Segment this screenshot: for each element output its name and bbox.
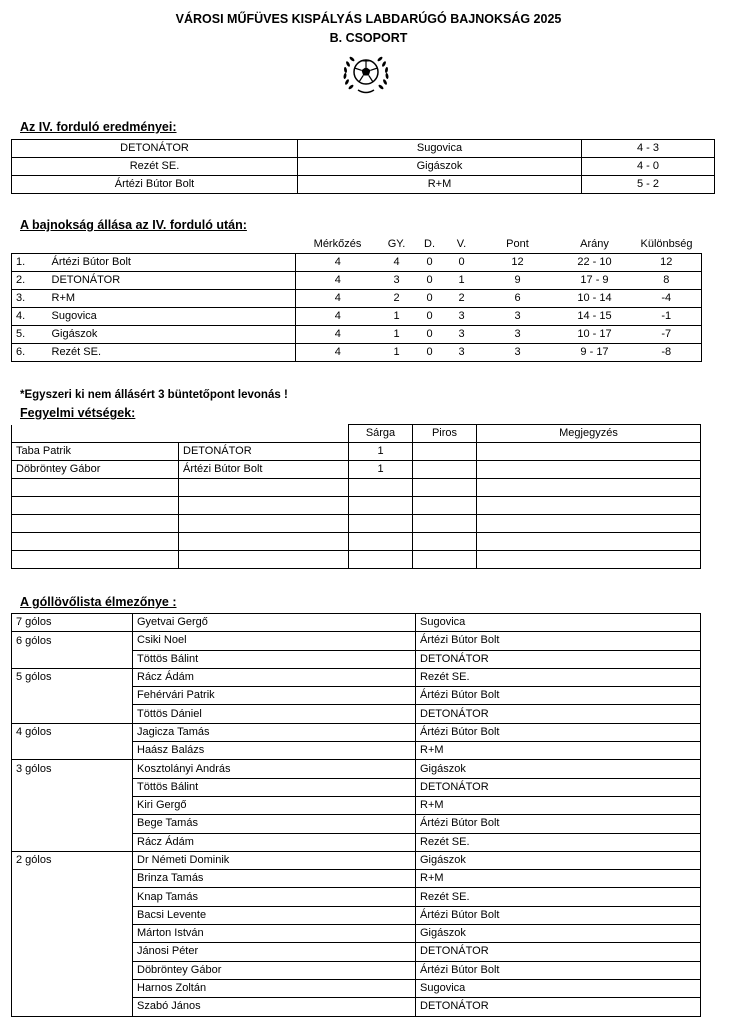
stat-cell: 1 bbox=[380, 326, 414, 344]
player-cell: Dr Németi Dominik bbox=[133, 851, 416, 869]
team-cell: Gigászok bbox=[416, 925, 701, 943]
column-header: Piros bbox=[413, 425, 477, 443]
team-cell: Sugovica bbox=[416, 979, 701, 997]
team-cell: Ártézi Bútor Bolt bbox=[48, 254, 296, 272]
rank-cell: 6. bbox=[12, 344, 48, 362]
stat-cell: -1 bbox=[632, 308, 702, 326]
goals-cell: 2 gólos bbox=[12, 851, 133, 869]
table-row bbox=[12, 742, 701, 760]
stat-cell: 3 bbox=[478, 308, 558, 326]
red-cell bbox=[413, 551, 477, 569]
rank-cell: 2. bbox=[12, 272, 48, 290]
team-cell: Sugovica bbox=[416, 614, 701, 632]
table-row bbox=[12, 479, 701, 497]
table-row bbox=[12, 551, 701, 569]
stat-cell: 4 bbox=[296, 290, 380, 308]
red-cell bbox=[413, 515, 477, 533]
stat-cell: 0 bbox=[414, 308, 446, 326]
column-header: Sárga bbox=[349, 425, 413, 443]
goals-cell bbox=[12, 961, 133, 979]
goals-cell: 3 gólos bbox=[12, 760, 133, 778]
penalty-note: *Egyszeri ki nem állásért 3 büntetőpont levonás ! bbox=[20, 389, 288, 401]
team-cell: Rezét SE. bbox=[416, 668, 701, 686]
team-cell: R+M bbox=[416, 870, 701, 888]
team-cell bbox=[179, 533, 349, 551]
stat-cell: 3 bbox=[380, 272, 414, 290]
yellow-cell bbox=[349, 497, 413, 515]
column-header: Mérkőzés bbox=[313, 238, 362, 250]
stat-cell: 3 bbox=[446, 326, 478, 344]
stat-cell: 3 bbox=[446, 344, 478, 362]
note-cell bbox=[477, 551, 701, 569]
team-cell: DETONÁTOR bbox=[416, 778, 701, 796]
goals-cell: 6 gólos bbox=[12, 632, 133, 650]
home-team: Rezét SE. bbox=[12, 158, 298, 176]
goals-cell bbox=[12, 687, 133, 705]
player-cell: Szabó János bbox=[133, 998, 416, 1016]
standings-header-row bbox=[12, 236, 702, 254]
goals-cell: 5 gólos bbox=[12, 668, 133, 686]
stat-cell: 10 - 17 bbox=[558, 326, 632, 344]
table-row bbox=[12, 614, 701, 632]
table-row bbox=[12, 650, 701, 668]
player-cell: Rácz Ádám bbox=[133, 833, 416, 851]
team-cell: Ártézi Bútor Bolt bbox=[179, 461, 349, 479]
away-team: Gigászok bbox=[298, 158, 582, 176]
note-cell bbox=[477, 443, 701, 461]
player-cell: Csiki Noel bbox=[133, 632, 416, 650]
player-cell: Bege Tamás bbox=[133, 815, 416, 833]
table-row bbox=[12, 308, 702, 326]
table-row bbox=[12, 833, 701, 851]
stat-cell: 10 - 14 bbox=[558, 290, 632, 308]
stat-cell: 6 bbox=[478, 290, 558, 308]
scorers-heading: A góllövőlista élmezőnye : bbox=[20, 595, 177, 609]
player-cell: Döbröntey Gábor bbox=[12, 461, 179, 479]
score: 5 - 2 bbox=[582, 176, 715, 194]
yellow-cell bbox=[349, 515, 413, 533]
team-cell: R+M bbox=[416, 742, 701, 760]
away-team: R+M bbox=[298, 176, 582, 194]
player-cell: Brinza Tamás bbox=[133, 870, 416, 888]
goals-cell: 7 gólos bbox=[12, 614, 133, 632]
team-cell: Ártézi Bútor Bolt bbox=[416, 723, 701, 741]
player-cell bbox=[12, 497, 179, 515]
team-cell: DETONÁTOR bbox=[416, 650, 701, 668]
stat-cell: 12 bbox=[478, 254, 558, 272]
table-row bbox=[12, 497, 701, 515]
stat-cell: 2 bbox=[446, 290, 478, 308]
column-header: Arány bbox=[580, 238, 609, 250]
team-cell: DETONÁTOR bbox=[48, 272, 296, 290]
note-cell bbox=[477, 515, 701, 533]
stat-cell: 14 - 15 bbox=[558, 308, 632, 326]
column-header: Különbség bbox=[640, 238, 693, 250]
score: 4 - 0 bbox=[582, 158, 715, 176]
stat-cell: -4 bbox=[632, 290, 702, 308]
note-cell bbox=[477, 479, 701, 497]
team-cell: Rezét SE. bbox=[416, 833, 701, 851]
table-row bbox=[12, 443, 701, 461]
red-cell bbox=[413, 497, 477, 515]
stat-cell: 1 bbox=[380, 344, 414, 362]
team-cell: Gigászok bbox=[48, 326, 296, 344]
column-header: GY. bbox=[387, 238, 406, 250]
home-team: Ártézi Bútor Bolt bbox=[12, 176, 298, 194]
team-cell: R+M bbox=[416, 796, 701, 814]
red-cell bbox=[413, 533, 477, 551]
table-row bbox=[12, 778, 701, 796]
stat-cell: 4 bbox=[296, 326, 380, 344]
group-title: B. CSOPORT bbox=[329, 31, 408, 45]
yellow-cell: 1 bbox=[349, 443, 413, 461]
table-row bbox=[12, 290, 702, 308]
stat-cell: 0 bbox=[446, 254, 478, 272]
player-cell: Harnos Zoltán bbox=[133, 979, 416, 997]
table-row bbox=[12, 687, 701, 705]
team-cell: Ártézi Bútor Bolt bbox=[416, 632, 701, 650]
table-row bbox=[12, 998, 701, 1016]
team-cell: DETONÁTOR bbox=[416, 705, 701, 723]
player-cell: Knap Tamás bbox=[133, 888, 416, 906]
table-row bbox=[12, 888, 701, 906]
table-row bbox=[12, 979, 701, 997]
player-cell: Márton István bbox=[133, 925, 416, 943]
yellow-cell: 1 bbox=[349, 461, 413, 479]
stat-cell: 3 bbox=[446, 308, 478, 326]
stat-cell: 22 - 10 bbox=[558, 254, 632, 272]
standings-heading: A bajnokság állása az IV. forduló után: bbox=[20, 218, 247, 232]
goals-cell bbox=[12, 742, 133, 760]
red-cell bbox=[413, 479, 477, 497]
player-cell: Rácz Ádám bbox=[133, 668, 416, 686]
team-cell: Rezét SE. bbox=[416, 888, 701, 906]
column-header: Pont bbox=[506, 238, 529, 250]
yellow-cell bbox=[349, 479, 413, 497]
team-cell bbox=[179, 551, 349, 569]
yellow-cell bbox=[349, 551, 413, 569]
table-row bbox=[12, 723, 701, 741]
results-heading: Az IV. forduló eredményei: bbox=[20, 120, 177, 134]
red-cell bbox=[413, 461, 477, 479]
team-cell: Ártézi Bútor Bolt bbox=[416, 961, 701, 979]
stat-cell: 2 bbox=[380, 290, 414, 308]
team-cell: Sugovica bbox=[48, 308, 296, 326]
table-row bbox=[12, 254, 702, 272]
table-row bbox=[12, 925, 701, 943]
player-cell bbox=[12, 479, 179, 497]
team-cell: DETONÁTOR bbox=[416, 998, 701, 1016]
stat-cell: 0 bbox=[414, 254, 446, 272]
goals-cell bbox=[12, 778, 133, 796]
goals-cell bbox=[12, 796, 133, 814]
team-cell: Gigászok bbox=[416, 851, 701, 869]
table-row bbox=[12, 632, 701, 650]
goals-cell bbox=[12, 870, 133, 888]
table-row bbox=[12, 796, 701, 814]
player-cell: Gyetvai Gergő bbox=[133, 614, 416, 632]
table-row bbox=[12, 705, 701, 723]
player-cell bbox=[12, 515, 179, 533]
results-table bbox=[11, 139, 715, 194]
away-team: Sugovica bbox=[298, 140, 582, 158]
column-header: V. bbox=[456, 238, 467, 250]
league-title: VÁROSI MŰFÜVES KISPÁLYÁS LABDARÚGÓ BAJNOKSÁG 2025 bbox=[175, 12, 562, 26]
player-cell: Jánosi Péter bbox=[133, 943, 416, 961]
stat-cell: 9 bbox=[478, 272, 558, 290]
stat-cell: 4 bbox=[296, 254, 380, 272]
stat-cell: 0 bbox=[414, 290, 446, 308]
stat-cell: -8 bbox=[632, 344, 702, 362]
discipline-table bbox=[11, 424, 701, 569]
rank-cell: 3. bbox=[12, 290, 48, 308]
goals-cell bbox=[12, 833, 133, 851]
team-cell: Rezét SE. bbox=[48, 344, 296, 362]
table-row bbox=[12, 272, 702, 290]
stat-cell: 0 bbox=[414, 326, 446, 344]
team-cell: Ártézi Bútor Bolt bbox=[416, 687, 701, 705]
goals-cell bbox=[12, 888, 133, 906]
yellow-cell bbox=[349, 533, 413, 551]
stat-cell: 8 bbox=[632, 272, 702, 290]
player-cell: Jagicza Tamás bbox=[133, 723, 416, 741]
player-cell: Töttös Dániel bbox=[133, 705, 416, 723]
note-cell bbox=[477, 533, 701, 551]
discipline-header-row bbox=[12, 425, 701, 443]
goals-cell bbox=[12, 650, 133, 668]
goals-cell bbox=[12, 943, 133, 961]
note-cell bbox=[477, 497, 701, 515]
stat-cell: 4 bbox=[380, 254, 414, 272]
table-row bbox=[12, 760, 701, 778]
table-row bbox=[12, 158, 715, 176]
player-cell bbox=[12, 533, 179, 551]
table-row bbox=[12, 815, 701, 833]
standings-table bbox=[11, 236, 702, 362]
column-header: Megjegyzés bbox=[477, 425, 701, 443]
stat-cell: 1 bbox=[380, 308, 414, 326]
table-row bbox=[12, 906, 701, 924]
goals-cell bbox=[12, 979, 133, 997]
table-row bbox=[12, 961, 701, 979]
stat-cell: 0 bbox=[414, 344, 446, 362]
score: 4 - 3 bbox=[582, 140, 715, 158]
table-row bbox=[12, 344, 702, 362]
player-cell: Döbröntey Gábor bbox=[133, 961, 416, 979]
goals-cell bbox=[12, 815, 133, 833]
table-row bbox=[12, 668, 701, 686]
scorers-table bbox=[11, 613, 701, 1017]
player-cell: Töttös Bálint bbox=[133, 778, 416, 796]
team-cell: Gigászok bbox=[416, 760, 701, 778]
team-cell bbox=[179, 497, 349, 515]
goals-cell bbox=[12, 705, 133, 723]
table-row bbox=[12, 515, 701, 533]
table-row bbox=[12, 461, 701, 479]
goals-cell: 4 gólos bbox=[12, 723, 133, 741]
player-cell: Kiri Gergő bbox=[133, 796, 416, 814]
table-row bbox=[12, 943, 701, 961]
goals-cell bbox=[12, 925, 133, 943]
team-cell bbox=[179, 515, 349, 533]
player-cell: Bacsi Levente bbox=[133, 906, 416, 924]
stat-cell: 4 bbox=[296, 344, 380, 362]
discipline-heading: Fegyelmi vétségek: bbox=[20, 406, 136, 420]
table-row bbox=[12, 326, 702, 344]
table-row bbox=[12, 870, 701, 888]
soccer-ball-laurel-icon bbox=[338, 52, 394, 96]
table-row bbox=[12, 140, 715, 158]
team-cell: Ártézi Bútor Bolt bbox=[416, 815, 701, 833]
table-row bbox=[12, 851, 701, 869]
table-row bbox=[12, 533, 701, 551]
team-cell bbox=[179, 479, 349, 497]
stat-cell: 1 bbox=[446, 272, 478, 290]
player-cell bbox=[12, 551, 179, 569]
team-cell: DETONÁTOR bbox=[416, 943, 701, 961]
player-cell: Kosztolányi András bbox=[133, 760, 416, 778]
table-row bbox=[12, 176, 715, 194]
team-cell: DETONÁTOR bbox=[179, 443, 349, 461]
player-cell: Taba Patrik bbox=[12, 443, 179, 461]
rank-cell: 1. bbox=[12, 254, 48, 272]
stat-cell: 3 bbox=[478, 344, 558, 362]
player-cell: Haász Balázs bbox=[133, 742, 416, 760]
stat-cell: -7 bbox=[632, 326, 702, 344]
stat-cell: 17 - 9 bbox=[558, 272, 632, 290]
stat-cell: 4 bbox=[296, 272, 380, 290]
goals-cell bbox=[12, 906, 133, 924]
stat-cell: 3 bbox=[478, 326, 558, 344]
red-cell bbox=[413, 443, 477, 461]
rank-cell: 4. bbox=[12, 308, 48, 326]
team-cell: Ártézi Bútor Bolt bbox=[416, 906, 701, 924]
team-cell: R+M bbox=[48, 290, 296, 308]
goals-cell bbox=[12, 998, 133, 1016]
player-cell: Fehérvári Patrik bbox=[133, 687, 416, 705]
stat-cell: 9 - 17 bbox=[558, 344, 632, 362]
note-cell bbox=[477, 461, 701, 479]
stat-cell: 4 bbox=[296, 308, 380, 326]
player-cell: Töttös Bálint bbox=[133, 650, 416, 668]
stat-cell: 0 bbox=[414, 272, 446, 290]
column-header: D. bbox=[424, 238, 435, 250]
stat-cell: 12 bbox=[632, 254, 702, 272]
home-team: DETONÁTOR bbox=[12, 140, 298, 158]
rank-cell: 5. bbox=[12, 326, 48, 344]
